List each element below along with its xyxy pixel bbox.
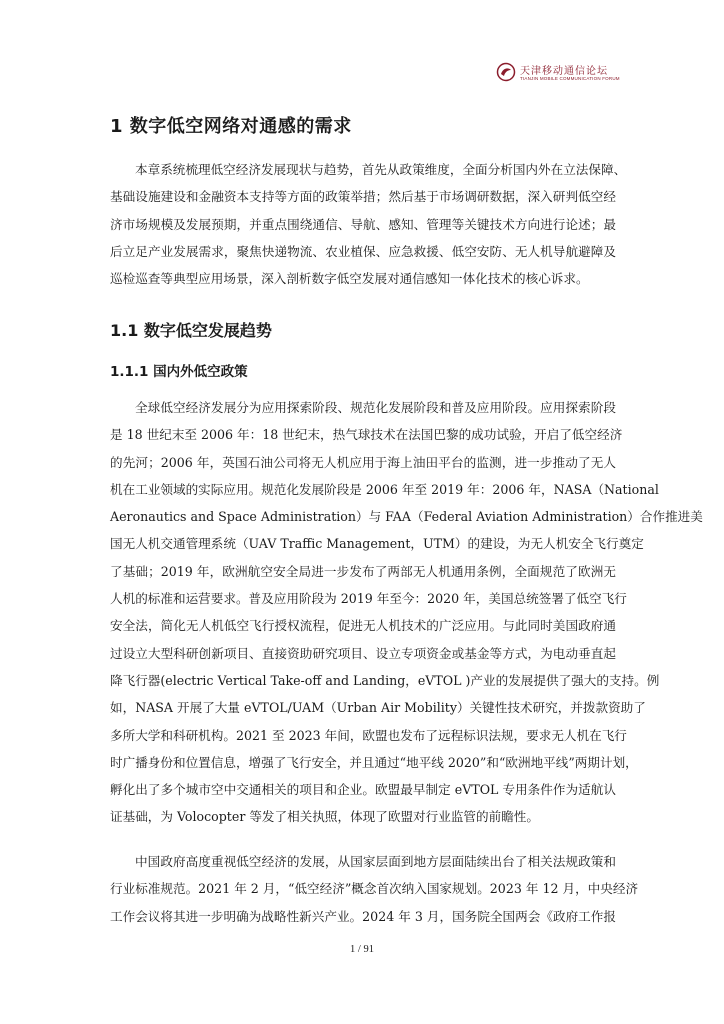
paragraph-line: 是 18 世纪末至 2006 年：18 世纪末，热气球技术在法国巴黎的成功试验，开启了低空经济 [110, 427, 623, 443]
paragraph-line: 后立足产业发展需求，聚焦快递物流、农业植保、应急救援、低空安防、无人机导航避障及 [110, 243, 616, 259]
paragraph-line: 国无人机交通管理系统（UAV Traffic Management，UTM）的建设，为无人机安全飞行奠定 [110, 536, 644, 552]
paragraph-line: 本章系统梳理低空经济发展现状与趋势，首先从政策维度，全面分析国内外在立法保障、 [135, 162, 627, 177]
paragraph-line: 安全法，简化无人机低空飞行授权流程，促进无人机技术的广泛应用。与此同时美国政府通 [110, 618, 616, 634]
section-heading: 1.1 数字低空发展趋势 [110, 321, 272, 340]
paragraph-line: 中国政府高度重视低空经济的发展，从国家层面到地方层面陆续出台了相关法规政策和 [135, 854, 616, 869]
forum-logo [496, 58, 620, 88]
paragraph-line: 全球低空经济发展分为应用探索阶段、规范化发展阶段和普及应用阶段。应用探索阶段 [135, 400, 616, 415]
paragraph-line: 机在工业领域的实际应用。规范化发展阶段是 2006 年至 2019 年：2006 年，NASA（National [110, 481, 659, 497]
paragraph-line: 巡检巡查等典型应用场景，深入剖析数字低空发展对通信感知一体化技术的核心诉求。 [110, 271, 589, 287]
forum-logo-emblem-icon [496, 62, 516, 82]
paragraph-line: 工作会议将其进一步明确为战略性新兴产业。2024 年 3 月，国务院全国两会《政府工作报 [110, 908, 616, 924]
paragraph-line: 人机的标准和运营要求。普及应用阶段为 2019 年至今：2020 年，美国总统签署了低空飞行 [110, 591, 627, 607]
paragraph-line: 的先河；2006 年，英国石油公司将无人机应用于海上油田平台的监测，进一步推动了无人 [110, 454, 616, 470]
paragraph-line: 了基础；2019 年，欧洲航空安全局进一步发布了两部无人机通用条例，全面规范了欧洲无 [110, 563, 616, 579]
paragraph-line: 孵化出了多个城市空中交通相关的项目和企业。欧盟最早制定 eVTOL 专用条件作为适航认 [110, 782, 616, 798]
intro-paragraph [110, 156, 627, 292]
paragraph-line: Aeronautics and Space Administration）与 FAA（Federal Aviation Administration）合作推进美 [110, 509, 703, 525]
paragraph-line: 证基础，为 Volocopter 等发了相关执照，体现了欧盟对行业监管的前瞻性。 [110, 809, 539, 825]
paragraph-line: 过设立大型科研创新项目、直接资助研究项目、设立专项资金或基金等方式，为电动垂直起 [110, 645, 616, 661]
page-number: 1 / 91 [350, 944, 374, 955]
body-paragraph-global [110, 394, 703, 831]
logo-subtitle: TIANJIN MOBILE COMMUNICATION FORUM [520, 76, 620, 81]
chapter-heading: 1 数字低空网络对通感的需求 [110, 116, 352, 137]
paragraph-line: 基础设施建设和金融资本支持等方面的政策举措；然后基于市场调研数据，深入研判低空经 [110, 189, 616, 205]
paragraph-line: 时广播身份和位置信息，增强了飞行安全，并且通过“地平线 2020”和“欧洲地平线”两期计划， [110, 754, 638, 770]
paragraph-line: 降飞行器(electric Vertical Take-off and Landing，eVTOL )产业的发展提供了强大的支持。例 [110, 672, 660, 688]
subsection-heading: 1.1.1 国内外低空政策 [110, 364, 248, 380]
paragraph-line: 济市场规模及发展预期，并重点围绕通信、导航、感知、管理等关键技术方向进行论述；最 [110, 216, 616, 232]
body-paragraph-china [110, 848, 639, 930]
paragraph-line: 多所大学和科研机构。2021 至 2023 年间，欧盟也发布了远程标识法规，要求无人机在飞行 [110, 727, 627, 743]
logo-title: 天津移动通信论坛 [520, 66, 608, 77]
paragraph-line: 如，NASA 开展了大量 eVTOL/UAM（Urban Air Mobility）关键性技术研究，并拨款资助了 [110, 700, 646, 716]
paragraph-line: 行业标准规范。2021 年 2 月，“低空经济”概念首次纳入国家规划。2023 年 12 月，中央经济 [110, 881, 639, 897]
